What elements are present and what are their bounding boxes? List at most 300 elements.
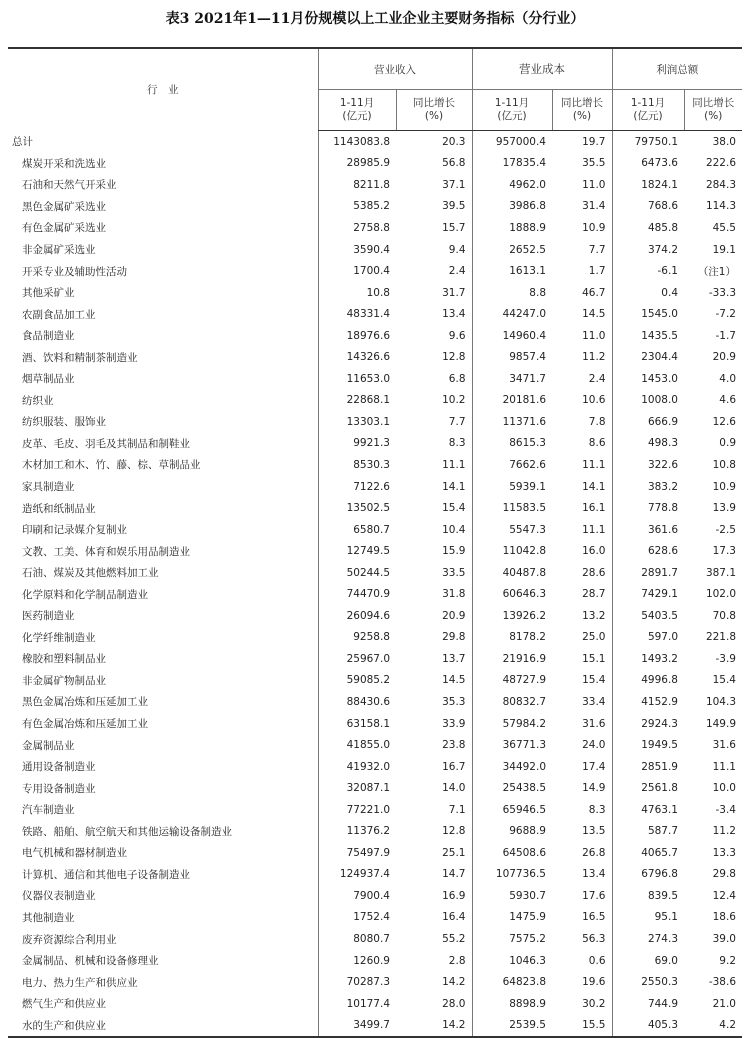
table-row: [8, 239, 742, 261]
value-cell-cost: 20181.6: [472, 390, 552, 412]
industry-name-cell: 计算机、通信和其他电子设备制造业: [22, 868, 190, 881]
table-row: [8, 519, 742, 541]
value-cell-rev-g: 10.4: [442, 523, 466, 536]
value-cell-rev-g: 15.7: [442, 221, 466, 234]
value-cell-cost-g: 31.6: [582, 717, 606, 730]
table-row: [8, 1014, 742, 1037]
value-cell-profit-g: 38.0: [712, 135, 736, 148]
value-cell-profit: 2550.3: [612, 971, 684, 993]
value-cell-rev-g: 37.1: [442, 178, 466, 191]
value-cell-rev-g: 13.7: [442, 652, 466, 665]
value-cell-cost-g: 19.6: [582, 976, 606, 989]
value-cell-profit: 405.3: [612, 1014, 684, 1037]
value-cell-profit: 778.8: [612, 497, 684, 519]
value-cell-profit: 1545.0: [612, 303, 684, 325]
value-cell-cost-g: 16.5: [582, 911, 606, 924]
table-row: [8, 713, 742, 735]
value-cell-cost-g: 14.9: [582, 782, 606, 795]
page-title: 表3 2021年1—11月份规模以上工业企业主要财务指标（分行业）: [165, 11, 585, 27]
value-cell-cost-g: 14.5: [582, 308, 606, 321]
industry-name-cell: 非金属矿采选业: [22, 244, 96, 256]
industry-name-cell: 酒、饮料和精制茶制造业: [22, 351, 138, 364]
industry-name-cell: 其他采矿业: [22, 287, 75, 300]
value-cell-profit-g: 15.4: [712, 674, 736, 687]
value-cell-rev-g: 56.8: [442, 157, 466, 170]
value-cell-profit: 2891.7: [612, 562, 684, 584]
value-cell-profit-g: -7.2: [715, 308, 736, 321]
value-cell-cost: 9857.4: [472, 346, 552, 368]
value-cell-cost-g: 14.1: [582, 480, 606, 493]
industry-name-cell: 石油和天然气开采业: [22, 179, 117, 192]
value-cell-profit: 1453.0: [612, 368, 684, 390]
value-cell-rev-g: 20.9: [442, 609, 466, 622]
industry-name-cell: 化学原料和化学制品制造业: [22, 588, 148, 601]
value-cell-cost-g: 11.0: [582, 178, 606, 191]
value-cell-cost: 2652.5: [472, 239, 552, 261]
value-cell-profit-g: 20.9: [712, 351, 736, 364]
industry-name-cell: 专用设备制造业: [22, 782, 96, 795]
value-cell-rev: 7122.6: [318, 476, 396, 498]
value-cell-rev-g: 25.1: [442, 846, 466, 859]
value-cell-cost: 5930.7: [472, 885, 552, 907]
value-cell-profit: 383.2: [612, 476, 684, 498]
value-cell-cost-g: 30.2: [582, 997, 606, 1010]
industry-name-cell: 橡胶和塑料制品业: [22, 653, 106, 666]
industry-name-cell: 医药制造业: [22, 610, 75, 623]
table-row: [8, 131, 742, 153]
table-row: [8, 734, 742, 756]
value-cell-rev-g: 16.9: [442, 889, 466, 902]
value-cell-rev: 10177.4: [318, 993, 396, 1015]
table-row: [8, 454, 742, 476]
value-cell-profit: 6796.8: [612, 864, 684, 886]
value-cell-rev: 2758.8: [318, 217, 396, 239]
value-cell-rev: 88430.6: [318, 691, 396, 713]
table-row: [8, 325, 742, 347]
table-row: [8, 842, 742, 864]
value-cell-cost-g: 15.5: [552, 1014, 612, 1037]
value-cell-rev: 28985.9: [318, 153, 396, 175]
value-cell-profit-g: 19.1: [712, 243, 736, 256]
value-cell-cost: 64508.6: [472, 842, 552, 864]
table-row: [8, 864, 742, 886]
value-cell-rev-g: 35.3: [442, 695, 466, 708]
value-cell-profit: 274.3: [612, 928, 684, 950]
value-cell-rev: 13502.5: [318, 497, 396, 519]
value-cell-rev-g: 2.4: [448, 265, 466, 278]
value-cell-cost-g: 28.7: [582, 588, 606, 601]
value-cell-rev: 70287.3: [318, 971, 396, 993]
subheader-revenue-period: 1-11月 (亿元): [318, 90, 396, 131]
value-cell-cost: 11371.6: [472, 411, 552, 433]
value-cell-profit: 1493.2: [612, 648, 684, 670]
value-cell-profit-g: 4.2: [684, 1014, 742, 1037]
value-cell-cost-g: 8.6: [588, 437, 606, 450]
value-cell-profit-g: 222.6: [705, 157, 736, 170]
value-cell-profit-g: 12.6: [712, 415, 736, 428]
value-cell-rev: 14326.6: [318, 346, 396, 368]
value-cell-cost-g: 7.7: [588, 243, 606, 256]
value-cell-cost-g: 19.7: [582, 135, 606, 148]
value-cell-profit-g: （注1）: [697, 265, 736, 278]
industry-name-cell: 有色金属冶炼和压延加工业: [22, 718, 148, 731]
value-cell-cost-g: 13.5: [582, 825, 606, 838]
table-row: [8, 390, 742, 412]
value-cell-profit: 597.0: [612, 627, 684, 649]
value-cell-cost: 8178.2: [472, 627, 552, 649]
table-row: [8, 433, 742, 455]
value-cell-rev-g: 15.4: [442, 502, 466, 515]
value-cell-profit: 1008.0: [612, 390, 684, 412]
industry-name-cell: 纺织业: [22, 394, 54, 407]
value-cell-cost-g: 2.4: [588, 372, 606, 385]
value-cell-profit: 666.9: [612, 411, 684, 433]
value-cell-rev: 50244.5: [318, 562, 396, 584]
value-cell-cost: 2539.5: [472, 1014, 552, 1037]
industry-name-cell: 皮革、毛皮、羽毛及其制品和制鞋业: [22, 437, 190, 450]
value-cell-cost: 64823.8: [472, 971, 552, 993]
value-cell-rev: 26094.6: [318, 605, 396, 627]
value-cell-profit: 628.6: [612, 540, 684, 562]
value-cell-profit-g: 10.9: [712, 480, 736, 493]
value-cell-cost-g: 8.3: [588, 803, 606, 816]
value-cell-profit: 5403.5: [612, 605, 684, 627]
value-cell-cost: 7575.2: [472, 928, 552, 950]
value-cell-cost-g: 25.0: [582, 631, 606, 644]
table-row: [8, 411, 742, 433]
value-cell-rev-g: 6.8: [448, 372, 466, 385]
value-cell-profit: 744.9: [612, 993, 684, 1015]
industry-name-cell: 总计: [12, 136, 33, 149]
value-cell-cost: 5547.3: [472, 519, 552, 541]
table-row: [8, 648, 742, 670]
value-cell-profit: 7429.1: [612, 583, 684, 605]
subheader-profit-growth: 同比增长 (%): [684, 90, 742, 131]
industry-name-cell: 有色金属矿采选业: [22, 222, 106, 235]
industry-header: 行 业: [8, 48, 318, 131]
value-cell-rev-g: 23.8: [442, 739, 466, 752]
value-cell-profit: 69.0: [612, 950, 684, 972]
value-cell-rev-g: 33.5: [442, 566, 466, 579]
industry-name-cell: 废弃资源综合利用业: [22, 933, 117, 946]
value-cell-rev: 1143083.8: [318, 131, 396, 153]
value-cell-profit-g: 10.0: [712, 782, 736, 795]
value-cell-rev: 6580.7: [318, 519, 396, 541]
table-row: [8, 756, 742, 778]
value-cell-cost: 44247.0: [472, 303, 552, 325]
value-cell-cost: 57984.2: [472, 713, 552, 735]
value-cell-cost: 107736.5: [472, 864, 552, 886]
value-cell-profit-g: 13.3: [712, 846, 736, 859]
industry-name-cell: 烟草制品业: [22, 373, 75, 386]
value-cell-cost-g: 11.1: [582, 458, 606, 471]
value-cell-rev: 11376.2: [318, 821, 396, 843]
industry-name-cell: 电气机械和器材制造业: [22, 847, 127, 860]
table-row: [8, 153, 742, 175]
value-cell-rev: 124937.4: [318, 864, 396, 886]
value-cell-rev-g: 15.9: [442, 545, 466, 558]
value-cell-rev: 41855.0: [318, 734, 396, 756]
value-cell-cost-g: 56.3: [582, 933, 606, 945]
industry-name-cell: 农副食品加工业: [22, 308, 96, 321]
subheader-cost-growth: 同比增长 (%): [552, 90, 612, 131]
value-cell-profit: 1435.5: [612, 325, 684, 347]
value-cell-profit-g: 45.5: [712, 221, 736, 234]
value-cell-rev-g: 31.7: [442, 286, 466, 299]
table-row: [8, 627, 742, 649]
subheader-profit-period: 1-11月 (亿元): [612, 90, 684, 131]
value-cell-rev-g: 14.1: [442, 480, 466, 493]
value-cell-rev: 8211.8: [318, 174, 396, 196]
value-cell-rev: 9921.3: [318, 433, 396, 455]
value-cell-profit-g: 102.0: [705, 588, 736, 601]
industry-name-cell: 开采专业及辅助性活动: [22, 265, 127, 278]
value-cell-profit: 2304.4: [612, 346, 684, 368]
value-cell-profit: 322.6: [612, 454, 684, 476]
table-row: [8, 971, 742, 993]
financial-indicators-table: [8, 47, 742, 1038]
value-cell-cost-g: 16.1: [582, 502, 606, 515]
industry-name-cell: 仪器仪表制造业: [22, 890, 96, 903]
value-cell-profit: 485.8: [612, 217, 684, 239]
value-cell-rev-g: 14.2: [396, 1014, 472, 1037]
value-cell-rev-g: 28.0: [442, 997, 466, 1010]
value-cell-profit: 2561.8: [612, 777, 684, 799]
value-cell-profit-g: -3.4: [715, 803, 736, 816]
value-cell-cost: 9688.9: [472, 821, 552, 843]
value-cell-profit-g: -33.3: [708, 286, 736, 299]
industry-name-cell: 化学纤维制造业: [22, 631, 96, 644]
value-cell-profit-g: 21.0: [712, 997, 736, 1010]
value-cell-cost: 80832.7: [472, 691, 552, 713]
industry-name-cell: 通用设备制造业: [22, 761, 96, 774]
value-cell-profit-g: 221.8: [705, 631, 736, 644]
value-cell-cost-g: 17.6: [582, 889, 606, 902]
value-cell-cost-g: 28.6: [582, 566, 606, 579]
industry-name-cell: 造纸和纸制品业: [22, 502, 96, 515]
value-cell-profit-g: 39.0: [712, 933, 736, 945]
table-body: [8, 131, 742, 1037]
value-cell-rev: 9258.8: [318, 627, 396, 649]
table-row: [8, 346, 742, 368]
value-cell-cost-g: 11.2: [582, 351, 606, 364]
table-row: [8, 993, 742, 1015]
industry-name-cell: 纺织服装、服饰业: [22, 416, 106, 429]
value-cell-rev: 8530.3: [318, 454, 396, 476]
value-cell-profit-g: 9.2: [719, 954, 736, 967]
group-header-revenue: 营业收入: [318, 48, 472, 90]
value-cell-cost-g: 1.7: [588, 265, 606, 278]
value-cell-rev-g: 29.8: [442, 631, 466, 644]
value-cell-profit-g: 149.9: [705, 717, 736, 730]
value-cell-cost: 7662.6: [472, 454, 552, 476]
value-cell-profit: 6473.6: [612, 153, 684, 175]
value-cell-rev: 5385.2: [318, 196, 396, 218]
value-cell-rev-g: 14.7: [442, 868, 466, 881]
industry-name-cell: 金属制品、机械和设备修理业: [22, 955, 159, 968]
value-cell-rev-g: 14.5: [442, 674, 466, 687]
value-cell-rev: 75497.9: [318, 842, 396, 864]
value-cell-cost: 1613.1: [472, 260, 552, 282]
table-row: [8, 670, 742, 692]
industry-name-cell: 汽车制造业: [22, 804, 75, 817]
value-cell-rev: 77221.0: [318, 799, 396, 821]
value-cell-cost: 65946.5: [472, 799, 552, 821]
value-cell-cost: 3471.7: [472, 368, 552, 390]
table-row: [8, 562, 742, 584]
value-cell-profit: 1949.5: [612, 734, 684, 756]
value-cell-cost-g: 15.1: [582, 652, 606, 665]
value-cell-cost: 5939.1: [472, 476, 552, 498]
industry-name-cell: 非金属矿物制品业: [22, 674, 106, 687]
value-cell-profit-g: -1.7: [715, 329, 736, 342]
table-row: [8, 605, 742, 627]
industry-name-cell: 印刷和记录媒介复制业: [22, 524, 127, 537]
value-cell-profit-g: 11.2: [712, 825, 736, 838]
value-cell-cost-g: 11.0: [582, 329, 606, 342]
value-cell-cost-g: 16.0: [582, 545, 606, 558]
value-cell-cost-g: 0.6: [588, 954, 606, 967]
table-row: [8, 282, 742, 304]
value-cell-cost-g: 13.2: [582, 609, 606, 622]
table-row: [8, 907, 742, 929]
value-cell-cost: 25438.5: [472, 777, 552, 799]
table-row: [8, 196, 742, 218]
value-cell-cost: 40487.8: [472, 562, 552, 584]
value-cell-rev-g: 2.8: [448, 954, 466, 967]
industry-name-cell: 黑色金属冶炼和压延加工业: [22, 696, 148, 709]
subheader-revenue-growth: 同比增长 (%): [396, 90, 472, 131]
value-cell-cost: 1888.9: [472, 217, 552, 239]
industry-name-cell: 燃气生产和供应业: [22, 998, 106, 1011]
value-cell-rev: 48331.4: [318, 303, 396, 325]
table-row: [8, 821, 742, 843]
industry-name-cell: 木材加工和木、竹、藤、棕、草制品业: [22, 459, 201, 472]
value-cell-cost-g: 24.0: [582, 739, 606, 752]
value-cell-profit-g: 12.4: [712, 889, 736, 902]
value-cell-rev-g: 55.2: [442, 933, 466, 945]
table-row: [8, 303, 742, 325]
value-cell-profit: 839.5: [612, 885, 684, 907]
value-cell-rev-g: 20.3: [442, 135, 466, 148]
group-header-cost: 营业成本: [472, 48, 612, 90]
value-cell-rev-g: 14.2: [442, 976, 466, 989]
value-cell-cost: 14960.4: [472, 325, 552, 347]
table-row: [8, 777, 742, 799]
value-cell-cost-g: 17.4: [582, 760, 606, 773]
value-cell-cost-g: 31.4: [582, 200, 606, 213]
value-cell-profit-g: 284.3: [705, 178, 736, 191]
industry-name-cell: 其他制造业: [22, 911, 75, 924]
value-cell-rev-g: 12.8: [442, 351, 466, 364]
value-cell-cost: 17835.4: [472, 153, 552, 175]
value-cell-profit-g: 0.9: [719, 437, 736, 450]
table-row: [8, 368, 742, 390]
value-cell-profit-g: 13.9: [712, 502, 736, 515]
value-cell-profit: 4065.7: [612, 842, 684, 864]
value-cell-rev: 59085.2: [318, 670, 396, 692]
value-cell-profit-g: 17.3: [712, 545, 736, 558]
value-cell-profit-g: 4.6: [719, 394, 736, 407]
table-row: [8, 885, 742, 907]
value-cell-cost: 36771.3: [472, 734, 552, 756]
table-row: [8, 174, 742, 196]
value-cell-cost: 4962.0: [472, 174, 552, 196]
industry-name-cell: 黑色金属矿采选业: [22, 200, 106, 213]
value-cell-rev: 22868.1: [318, 390, 396, 412]
value-cell-rev-g: 7.1: [448, 803, 466, 816]
value-cell-cost-g: 35.5: [582, 157, 606, 170]
value-cell-cost-g: 10.6: [582, 394, 606, 407]
value-cell-profit: 2924.3: [612, 713, 684, 735]
value-cell-cost: 1046.3: [472, 950, 552, 972]
value-cell-rev: 63158.1: [318, 713, 396, 735]
value-cell-rev: 3590.4: [318, 239, 396, 261]
value-cell-rev-g: 9.6: [448, 329, 466, 342]
value-cell-rev: 32087.1: [318, 777, 396, 799]
value-cell-profit: 95.1: [612, 907, 684, 929]
value-cell-cost: 21916.9: [472, 648, 552, 670]
table-row: [8, 691, 742, 713]
value-cell-rev: 3499.7: [318, 1014, 396, 1037]
subheader-cost-period: 1-11月 (亿元): [472, 90, 552, 131]
value-cell-profit: 0.4: [612, 282, 684, 304]
value-cell-cost: 60646.3: [472, 583, 552, 605]
value-cell-profit-g: -38.6: [708, 976, 736, 989]
value-cell-rev: 25967.0: [318, 648, 396, 670]
value-cell-cost-g: 10.9: [582, 221, 606, 234]
value-cell-rev-g: 33.9: [442, 717, 466, 730]
table-row: [8, 476, 742, 498]
value-cell-cost: 11042.8: [472, 540, 552, 562]
value-cell-rev: 13303.1: [318, 411, 396, 433]
table-row: [8, 583, 742, 605]
value-cell-cost: 34492.0: [472, 756, 552, 778]
value-cell-rev: 11653.0: [318, 368, 396, 390]
value-cell-rev: 8080.7: [318, 928, 396, 950]
value-cell-rev: 7900.4: [318, 885, 396, 907]
value-cell-rev: 18976.6: [318, 325, 396, 347]
value-cell-rev: 12749.5: [318, 540, 396, 562]
value-cell-rev-g: 10.2: [442, 394, 466, 407]
value-cell-profit: 4996.8: [612, 670, 684, 692]
value-cell-cost: 957000.4: [472, 131, 552, 153]
value-cell-rev-g: 11.1: [442, 458, 466, 471]
table-row: [8, 799, 742, 821]
industry-name-cell: 水的生产和供应业: [8, 1014, 318, 1037]
value-cell-profit-g: 11.1: [712, 760, 736, 773]
value-cell-cost-g: 46.7: [582, 286, 606, 299]
value-cell-cost: 3986.8: [472, 196, 552, 218]
value-cell-profit: 79750.1: [612, 131, 684, 153]
value-cell-cost-g: 7.8: [588, 415, 606, 428]
value-cell-rev-g: 16.4: [442, 911, 466, 924]
value-cell-profit: 768.6: [612, 196, 684, 218]
value-cell-cost-g: 15.4: [582, 674, 606, 687]
value-cell-cost: 11583.5: [472, 497, 552, 519]
value-cell-cost: 13926.2: [472, 605, 552, 627]
table-row: [8, 928, 742, 950]
value-cell-profit-g: 70.8: [712, 609, 736, 622]
industry-name-cell: 文教、工美、体育和娱乐用品制造业: [22, 545, 190, 558]
value-cell-rev: 10.8: [318, 282, 396, 304]
value-cell-cost-g: 13.4: [582, 868, 606, 881]
value-cell-profit: 1824.1: [612, 174, 684, 196]
industry-name-cell: 家具制造业: [22, 481, 75, 494]
value-cell-rev: 1260.9: [318, 950, 396, 972]
value-cell-profit-g: 31.6: [712, 739, 736, 752]
value-cell-profit: 498.3: [612, 433, 684, 455]
